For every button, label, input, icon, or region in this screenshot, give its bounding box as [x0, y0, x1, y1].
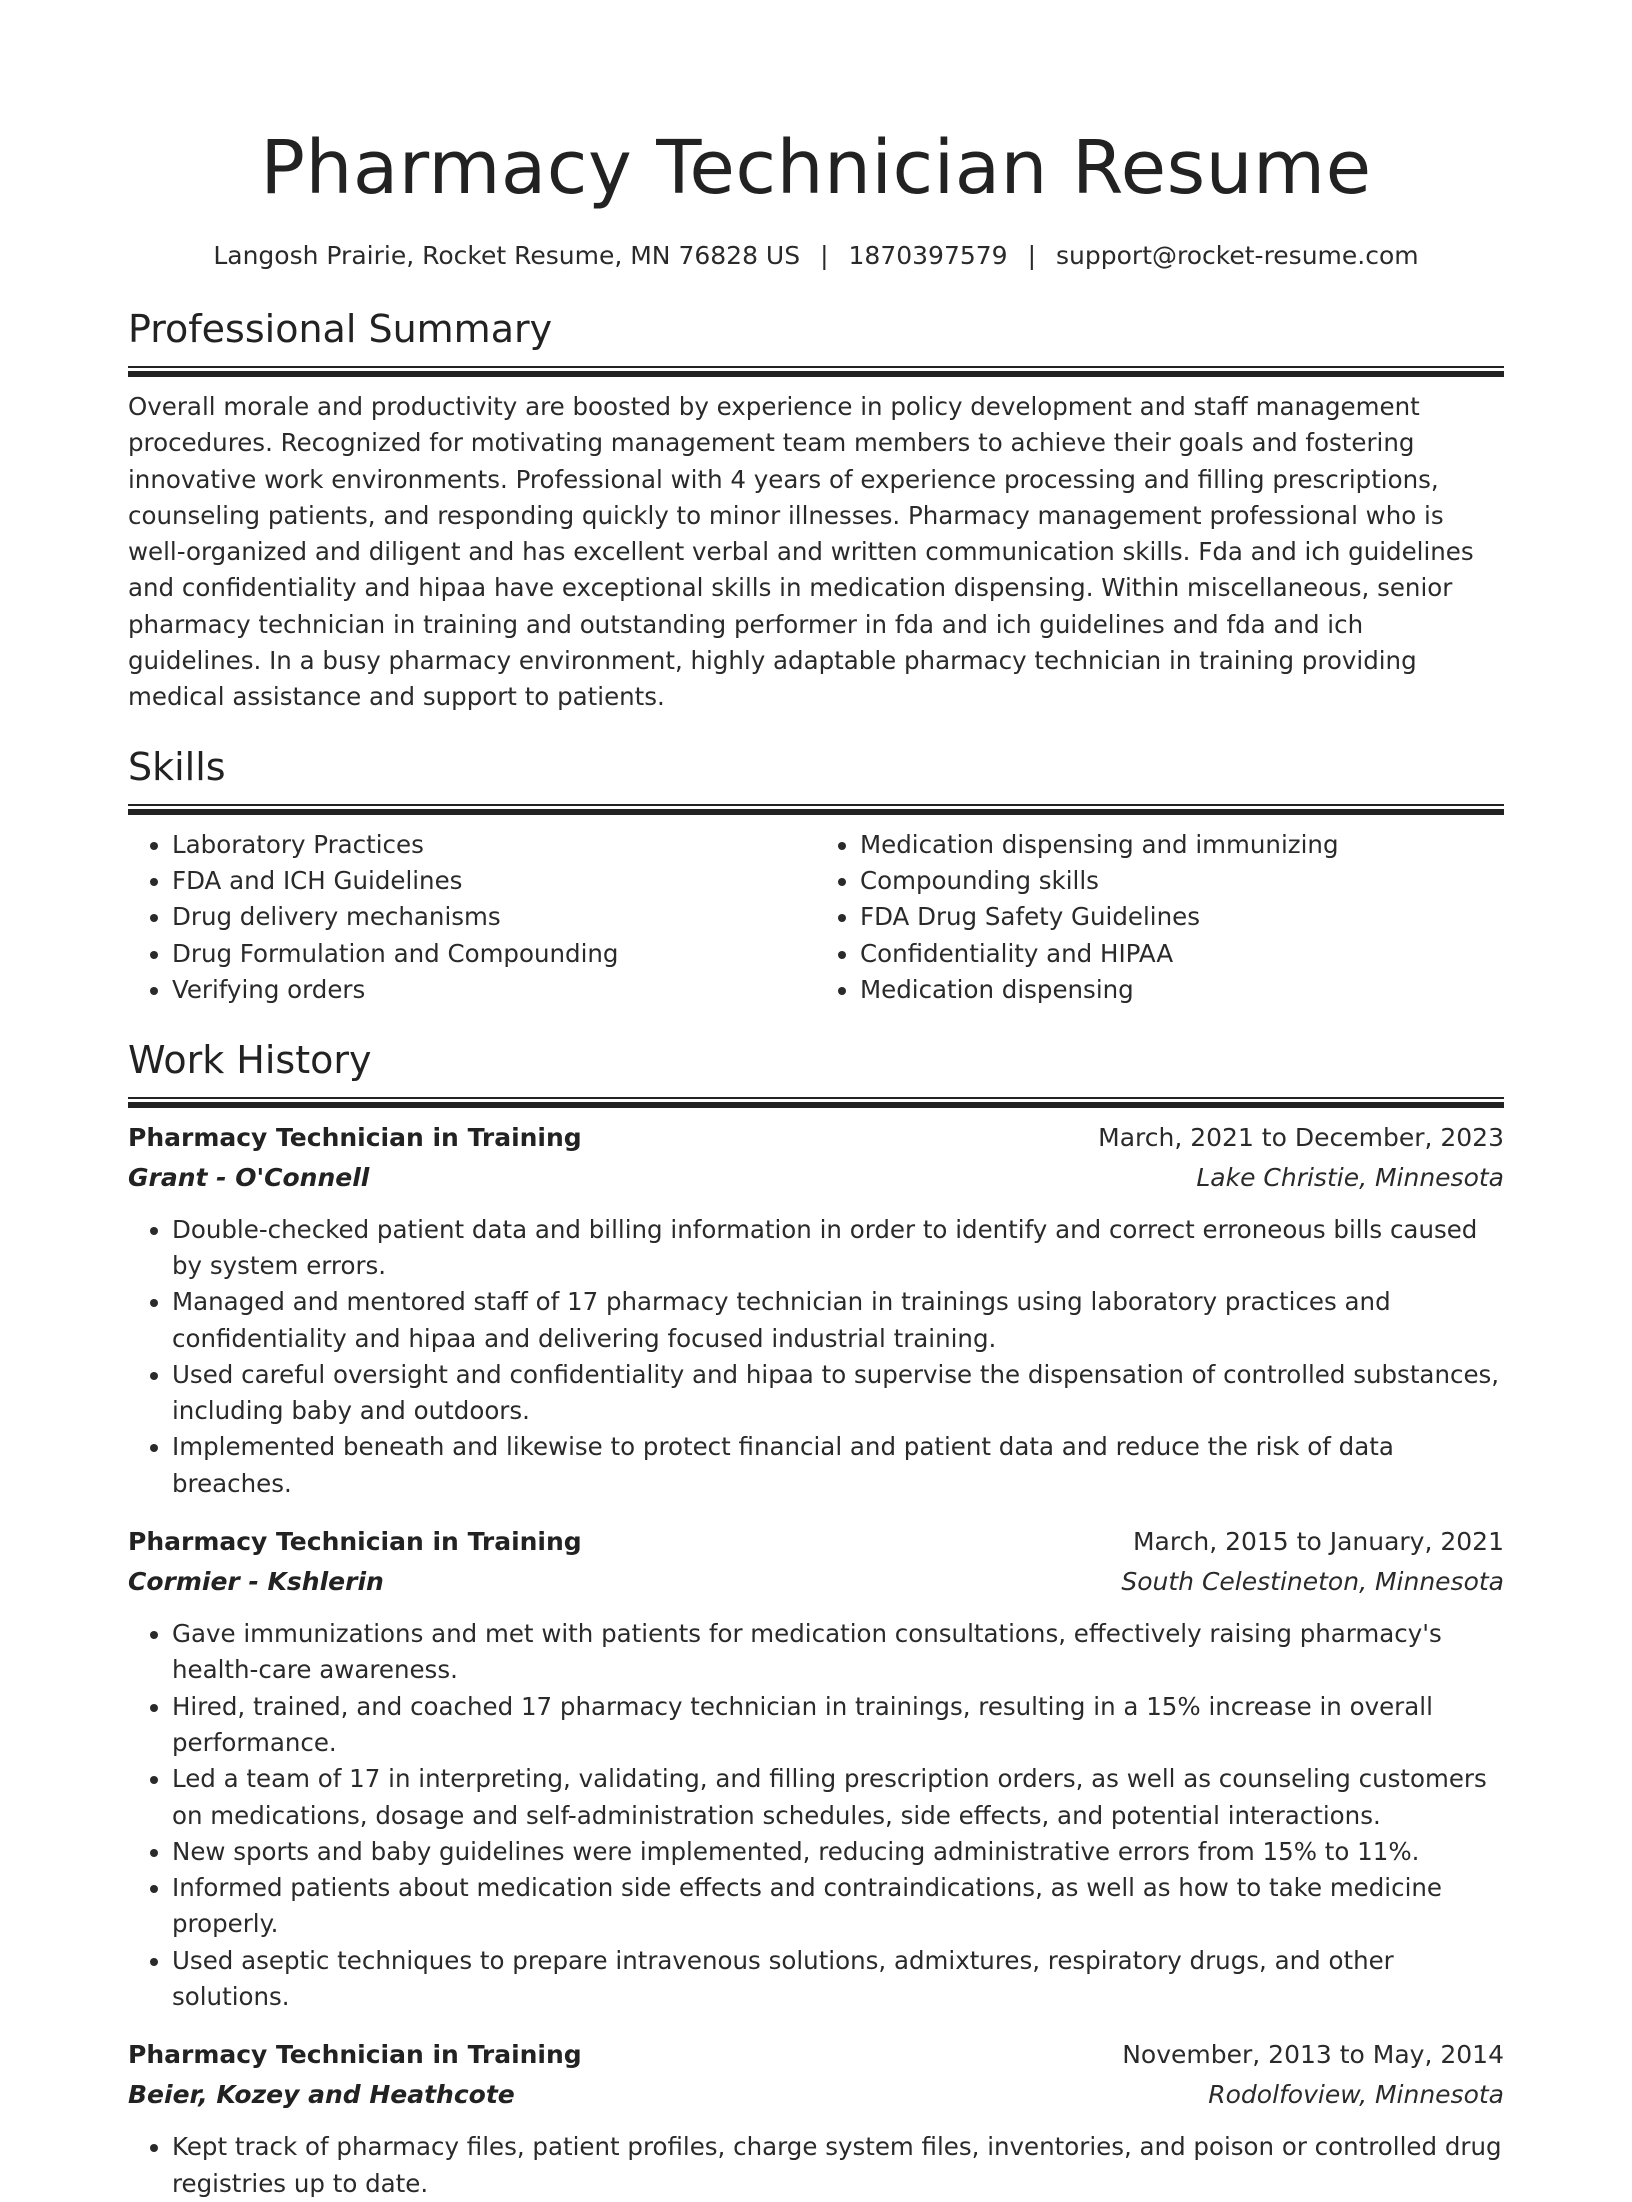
job-entry	[128, 1118, 1504, 1502]
job-company: Grant - O'Connell	[128, 1162, 370, 1192]
skill-item: • Medication dispensing	[860, 972, 1504, 1008]
job-title: Pharmacy Technician in Training	[128, 1122, 582, 1152]
skills-section	[128, 742, 1504, 1009]
job-entry	[128, 2035, 1504, 2202]
job-header-row	[128, 2035, 1504, 2075]
job-company-row	[128, 2075, 1504, 2115]
job-bullet: • Double-checked patient data and billing information in order to identify and correct erroneous bills caused by system errors.	[172, 1212, 1504, 1285]
skill-item: • Confidentiality and HIPAA	[860, 936, 1504, 972]
job-dates: March, 2021 to December, 2023	[1098, 1122, 1504, 1152]
resume-title: Pharmacy Technician Resume	[260, 125, 1372, 211]
skill-item: • Drug delivery mechanisms	[172, 899, 816, 935]
contact-address: Langosh Prairie, Rocket Resume, MN 76828 US	[213, 241, 801, 270]
job-bullet: • Hired, trained, and coached 17 pharmacy technician in trainings, resulting in a 15% increase in overall performance.	[172, 1689, 1504, 1762]
job-location: South Celestineton, Minnesota	[1121, 1567, 1504, 1597]
job-bullets	[128, 2129, 1504, 2202]
skill-item: • FDA and ICH Guidelines	[172, 863, 816, 899]
section-divider	[128, 804, 1504, 815]
job-header-row	[128, 1522, 1504, 1562]
skill-item: • Medication dispensing and immunizing	[860, 827, 1504, 863]
skill-item: • Verifying orders	[172, 972, 816, 1008]
job-title: Pharmacy Technician in Training	[128, 2040, 582, 2070]
skill-item: • FDA Drug Safety Guidelines	[860, 899, 1504, 935]
skills-list-left	[128, 827, 816, 1009]
contact-separator: |	[1027, 241, 1037, 270]
skills-heading: Skills	[128, 744, 226, 789]
contact-phone: 1870397579	[848, 241, 1008, 270]
job-bullet: • Used aseptic techniques to prepare intravenous solutions, admixtures, respiratory drugs, and other solutions.	[172, 1943, 1504, 2016]
contact-separator: |	[820, 241, 829, 270]
skill-item: • Compounding skills	[860, 863, 1504, 899]
section-divider	[128, 1097, 1504, 1108]
summary-text: Overall morale and productivity are boosted by experience in policy development and staff management procedures. Recognized for motivating management team members to achieve their goals and fostering innovative work environments. Professional with 4 years of experience processing and filling prescriptions, counseling patients, and responding quickly to minor illnesses. Pharmacy management professional who is well-organized and diligent and has excellent verbal and written communication skills. Fda and ich guidelines and confidentiality and hipaa have exceptional skills in medication dispensing. Within miscellaneous, senior pharmacy technician in training and outstanding performer in fda and ich guidelines and fda and ich guidelines. In a busy pharmacy environment, highly adaptable pharmacy technician in training providing medical assistance and support to patients.	[128, 392, 1474, 712]
job-bullets	[128, 1616, 1504, 2015]
job-company: Cormier - Kshlerin	[128, 1567, 384, 1597]
job-location: Rodolfoview, Minnesota	[1208, 2080, 1504, 2110]
job-location: Lake Christie, Minnesota	[1196, 1162, 1504, 1192]
skill-item: • Drug Formulation and Compounding	[172, 936, 816, 972]
job-dates: November, 2013 to May, 2014	[1122, 2040, 1504, 2070]
job-bullet: • Implemented beneath and likewise to protect financial and patient data and reduce the risk of data breaches.	[172, 1429, 1504, 1502]
work-section	[128, 1035, 1504, 2202]
job-header-row	[128, 1118, 1504, 1158]
summary-section	[128, 304, 1504, 716]
job-dates: March, 2015 to January, 2021	[1132, 1527, 1504, 1557]
job-company-row	[128, 1158, 1504, 1198]
skill-item: • Laboratory Practices	[172, 827, 816, 863]
skills-list-right	[816, 827, 1504, 1009]
job-bullet: • Informed patients about medication side effects and contraindications, as well as how to take medicine properly.	[172, 1870, 1504, 1943]
job-bullet: • New sports and baby guidelines were implemented, reducing administrative errors from 15% to 11%.	[172, 1834, 1504, 1870]
job-bullets	[128, 1212, 1504, 1502]
job-bullet: • Managed and mentored staff of 17 pharmacy technician in trainings using laboratory practices and confidentiality and hipaa and delivering focused industrial training.	[172, 1284, 1504, 1357]
job-bullet: • Kept track of pharmacy files, patient profiles, charge system files, inventories, and poison or controlled drug registries up to date.	[172, 2129, 1504, 2202]
contact-line	[128, 240, 1504, 272]
job-entry	[128, 1522, 1504, 2015]
contact-email: support@rocket-resume.com	[1056, 241, 1419, 270]
job-bullet: • Gave immunizations and met with patients for medication consultations, effectively raising pharmacy's health-care awareness.	[172, 1616, 1504, 1689]
work-heading: Work History	[128, 1037, 372, 1082]
job-bullet: • Led a team of 17 in interpreting, validating, and filling prescription orders, as well as counseling customers on medications, dosage and self-administration schedules, side effects, and potential interactions.	[172, 1761, 1504, 1834]
job-bullet: • Used careful oversight and confidentiality and hipaa to supervise the dispensation of controlled substances, including baby and outdoors.	[172, 1357, 1504, 1430]
skills-columns	[128, 827, 1504, 1009]
section-divider	[128, 366, 1504, 377]
job-company: Beier, Kozey and Heathcote	[128, 2080, 515, 2110]
summary-heading: Professional Summary	[128, 307, 553, 351]
job-title: Pharmacy Technician in Training	[128, 1527, 582, 1557]
job-company-row	[128, 1562, 1504, 1602]
